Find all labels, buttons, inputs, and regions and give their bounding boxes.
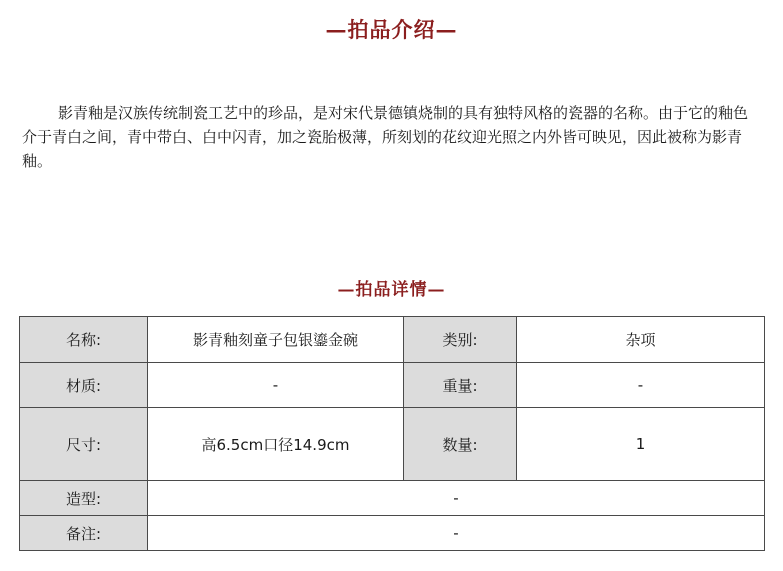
category-label: 类别:: [404, 317, 517, 363]
quantity-label: 数量:: [404, 408, 517, 481]
name-label: 名称:: [20, 317, 148, 363]
intro-section-title: —拍品介绍—: [325, 17, 458, 42]
quantity-value: 1: [517, 408, 765, 481]
weight-label: 重量:: [404, 363, 517, 408]
shape-label: 造型:: [20, 481, 148, 516]
category-value: 杂项: [517, 317, 765, 363]
table-row: [20, 363, 765, 408]
details-table: [19, 316, 765, 551]
intro-paragraph: 影青釉是汉族传统制瓷工艺中的珍品，是对宋代景德镇烧制的具有独特风格的瓷器的名称。由于它的釉色介于青白之间，青中带白、白中闪青，加之瓷胎极薄，所刻划的花纹迎光照之内外皆可映见，因此被称为影青釉。: [22, 104, 749, 170]
shape-value: -: [148, 481, 765, 516]
material-value: -: [148, 363, 404, 408]
remark-label: 备注:: [20, 516, 148, 551]
size-value: 高6.5cm口径14.9cm: [148, 408, 404, 481]
remark-value: -: [148, 516, 765, 551]
name-value: 影青釉刻童子包银鎏金碗: [148, 317, 404, 363]
table-row: [20, 408, 765, 481]
table-row: [20, 317, 765, 363]
table-row: [20, 481, 765, 516]
details-section-title: —拍品详情—: [337, 280, 446, 300]
table-row: [20, 516, 765, 551]
weight-value: -: [517, 363, 765, 408]
size-label: 尺寸:: [20, 408, 148, 481]
material-label: 材质:: [20, 363, 148, 408]
